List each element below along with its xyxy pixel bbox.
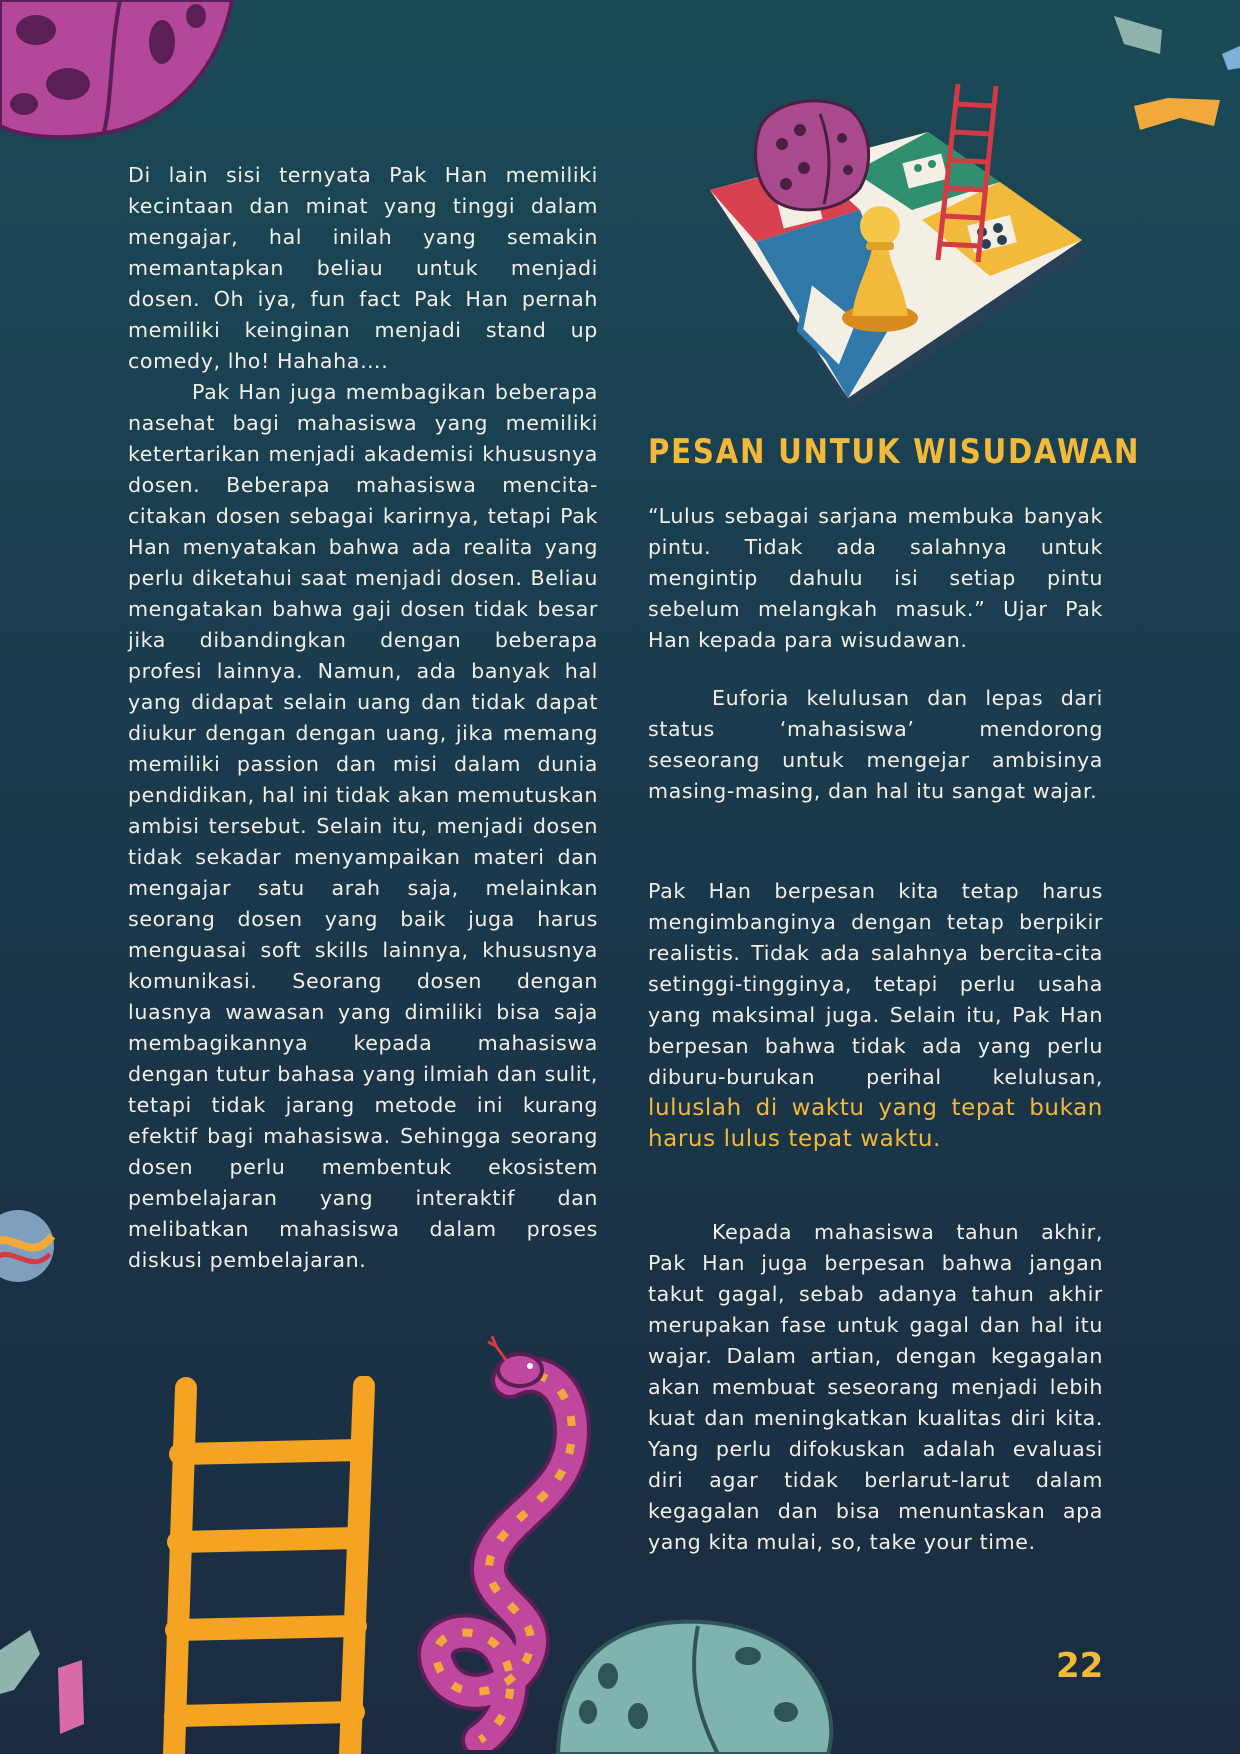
marble-icon [0,1206,56,1286]
euforia-text: Euforia kelulusan dan lepas dari status ‘mahasiswa’ mendorong seseorang untuk mengejar ambisinya masing-masing, dan hal itu sangat wajar. [648,686,1103,803]
paragraph-advice: Pak Han juga membagikan beberapa nasehat bagi mahasiswa yang memiliki ketertarikan menjadi akademisi khususnya dosen. Beberapa mahasiswa mencita-citakan dosen sebagai karirnya, tetapi Pak Han menyatakan bahwa ada realita yang perlu diketahui saat menjadi dosen. Beliau mengatakan bahwa gaji dosen tidak besar jika dibandingkan dengan beberapa profesi lainnya. Namun, ada banyak hal yang didapat selain uang dan tidak dapat diukur dengan dengan uang, jika memang memiliki passion dan misi dalam dunia pendidikan, hal ini tidak akan memutuskan ambisi tersebut. Selain itu, menjadi dosen tidak sekadar menyampaikan materi dan mengajar satu arah saja, melainkan seorang dosen yang baik juga harus menguasai soft skills lainnya, khususnya komunikasi. Seorang dosen dengan luasnya wawasan yang dimiliki bisa saja membagikannya kepada mahasiswa dengan tutur bahasa yang ilmiah dan sulit, tetapi tidak jarang metode ini kurang efektif bagi mahasiswa. Sehingga seorang dosen perlu membentuk ekosistem pembelajaran yang interaktif dan melibatkan mahasiswa dalam proses diskusi pembelajaran. [128,380,598,1272]
paper-scrap-icon [1110,6,1240,136]
paragraph-intro: Di lain sisi ternyata Pak Han memiliki kecintaan dan minat yang tinggi dalam mengajar, hal inilah yang semakin memantapkan beliau untuk menjadi dosen. Oh iya, fun fact Pak Han pernah memiliki keinginan menjadi stand up comedy, lho! Hahaha…. [128,163,598,373]
pink-dice-icon [0,0,240,140]
advice-text: Pak Han berpesan kita tetap harus mengimbanginya dengan tetap berpikir realistis. Tidak ada salahnya bercita-cita setinggi-tingginya, tetapi perlu usaha yang maksimal juga. Selain itu, Pak Han berpesan bahwa tidak ada yang perlu diburu-burukan perihal kelulusan, [648,879,1103,1089]
ludo-board-icon [700,80,1090,420]
paper-scrap-icon [0,1614,100,1754]
highlight-quote: luluslah di waktu yang tepat bukan harus lulus tepat waktu. [648,1095,1103,1152]
page-number: 22 [1056,1646,1104,1686]
euforia-paragraph [648,683,1103,807]
ladder-icon [150,1376,390,1754]
final-paragraph [648,1217,1103,1558]
quote-paragraph [648,501,1103,656]
left-column [128,160,598,1276]
advice-paragraph [648,876,1103,1155]
dice-icon [756,101,869,210]
final-text: Kepada mahasiswa tahun akhir, Pak Han juga berpesan bahwa jangan takut gagal, sebab adanya tahun akhir merupakan fase untuk gagal dan hal itu wajar. Dalam artian, dengan kegagalan akan membuat seseorang menjadi lebih kuat dan meningkatkan kualitas diri kita. Yang perlu difokuskan adalah evaluasi diri agar tidak berlarut-larut dalam kegagalan dan bisa menuntaskan apa yang kita mulai, so, take your time. [648,1220,1103,1554]
quote-text: “Lulus sebagai sarjana membuka banyak pintu. Tidak ada salahnya untuk mengintip dahulu isi setiap pintu sebelum melangkah masuk.” Ujar Pak Han kepada para wisudawan. [648,504,1103,652]
teal-dice-icon [548,1616,838,1754]
section-heading: PESAN UNTUK WISUDAWAN [648,432,1141,472]
